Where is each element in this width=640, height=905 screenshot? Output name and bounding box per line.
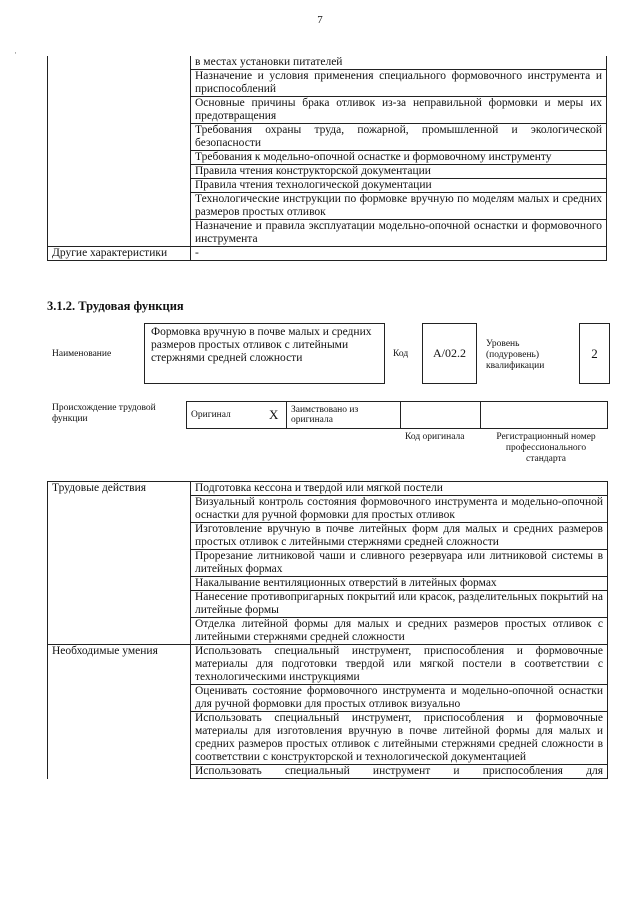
action-item: Прорезание литниковой чаши и сливного резервуара или литниковой системы в литейных формах bbox=[191, 550, 608, 577]
code-original-caption: Код оригинала bbox=[405, 432, 465, 442]
action-item: Подготовка кессона и твердой или мягкой постели bbox=[191, 482, 608, 496]
level-label: Уровень (подуровень) квалификации bbox=[486, 339, 545, 371]
code-label: Код bbox=[393, 349, 409, 359]
other-characteristics-value: - bbox=[191, 247, 607, 261]
section-title: 3.1.2. Трудовая функция bbox=[47, 299, 184, 313]
action-item: Визуальный контроль состояния формовочного инструмента и модельно-опочной оснастки для ручной формовки для простых отливок bbox=[191, 496, 608, 523]
table-row bbox=[48, 496, 608, 523]
table-row bbox=[48, 645, 608, 685]
knowledge-item: Основные причины брака отливок из-за неправильной формовки и меры их предотвращения bbox=[191, 97, 607, 124]
knowledge-item: Требования к модельно-опочной оснастке и формовочному инструменту bbox=[191, 151, 607, 165]
knowledge-item: Назначение и правила эксплуатации модельно-опочной оснастки и формовочного инструмента bbox=[191, 220, 607, 247]
work-function-table bbox=[47, 481, 608, 779]
actions-label: Трудовые действия bbox=[48, 482, 191, 496]
knowledge-item: Технологические инструкции по формовке вручную по моделям малых и средних размеров простых отливок bbox=[191, 193, 607, 220]
other-characteristics-label: Другие характеристики bbox=[48, 247, 191, 261]
table-row bbox=[48, 618, 608, 645]
knowledge-item: Правила чтения конструкторской документации bbox=[191, 165, 607, 179]
table-row bbox=[48, 712, 608, 765]
table-row bbox=[48, 247, 607, 261]
original-label: Оригинал bbox=[187, 402, 262, 429]
margin-mark: · bbox=[14, 48, 17, 58]
table-row bbox=[48, 523, 608, 550]
origin-code-cell bbox=[401, 402, 481, 429]
table-row bbox=[48, 765, 608, 779]
category-cell bbox=[48, 56, 191, 247]
knowledge-item: Требования охраны труда, пожарной, промышленной и экологической безопасности bbox=[191, 124, 607, 151]
function-code-box: А/02.2 bbox=[422, 323, 477, 384]
registration-number-cell bbox=[481, 402, 608, 429]
knowledge-item: Правила чтения технологической документации bbox=[191, 179, 607, 193]
skill-item: Использовать специальный инструмент, приспособления и формовочные материалы для подготовки твердой или мягкой постели в соответствии с технологическими инструкциями bbox=[191, 645, 608, 685]
action-item: Изготовление вручную в почве литейных форм для малых и средних размеров простых отливок с литейными стержнями средней сложности bbox=[191, 523, 608, 550]
skill-item: Использовать специальный инструмент и приспособления для bbox=[191, 765, 608, 779]
level-box: 2 bbox=[579, 323, 610, 384]
knowledge-table bbox=[47, 56, 607, 261]
table-row bbox=[48, 550, 608, 577]
skill-item: Оценивать состояние формовочного инструмента и модельно-опочной оснастки для ручной формовки для простых отливок визуально bbox=[191, 685, 608, 712]
action-item: Нанесение противопригарных покрытий или красок, разделительных покрытий на литейные формы bbox=[191, 591, 608, 618]
table-row bbox=[48, 56, 607, 70]
table-row bbox=[48, 685, 608, 712]
table-row bbox=[48, 577, 608, 591]
table-row bbox=[187, 402, 608, 429]
knowledge-item: Назначение и условия применения специального формовочного инструмента и приспособлений bbox=[191, 70, 607, 97]
original-mark: X bbox=[262, 402, 287, 429]
table-row bbox=[48, 482, 608, 496]
borrowed-label: Заимствовано из оригинала bbox=[287, 402, 401, 429]
registration-caption: Регистрационный номер профессионального стандарта bbox=[496, 432, 596, 464]
skill-item: Использовать специальный инструмент, приспособления и формовочные материалы для изготовления вручную в почве литейной формы для малых и средних размеров простых отливок с литейными стержнями средней сложности в соответствии с конструкторской и технологической документацией bbox=[191, 712, 608, 765]
action-item: Накалывание вентиляционных отверстий в литейных формах bbox=[191, 577, 608, 591]
origin-table bbox=[186, 401, 608, 429]
knowledge-item: в местах установки питателей bbox=[191, 56, 607, 70]
action-item: Отделка литейной формы для малых и средних размеров простых отливок с литейными стержнями средней сложности bbox=[191, 618, 608, 645]
page-number: 7 bbox=[317, 14, 323, 26]
name-label: Наименование bbox=[52, 349, 112, 359]
skills-label: Необходимые умения bbox=[48, 645, 191, 685]
function-name-box: Формовка вручную в почве малых и средних размеров простых отливок с литейными стержнями средней сложности bbox=[144, 323, 385, 384]
table-row bbox=[48, 591, 608, 618]
origin-label: Происхождение трудовой функции bbox=[52, 403, 156, 424]
